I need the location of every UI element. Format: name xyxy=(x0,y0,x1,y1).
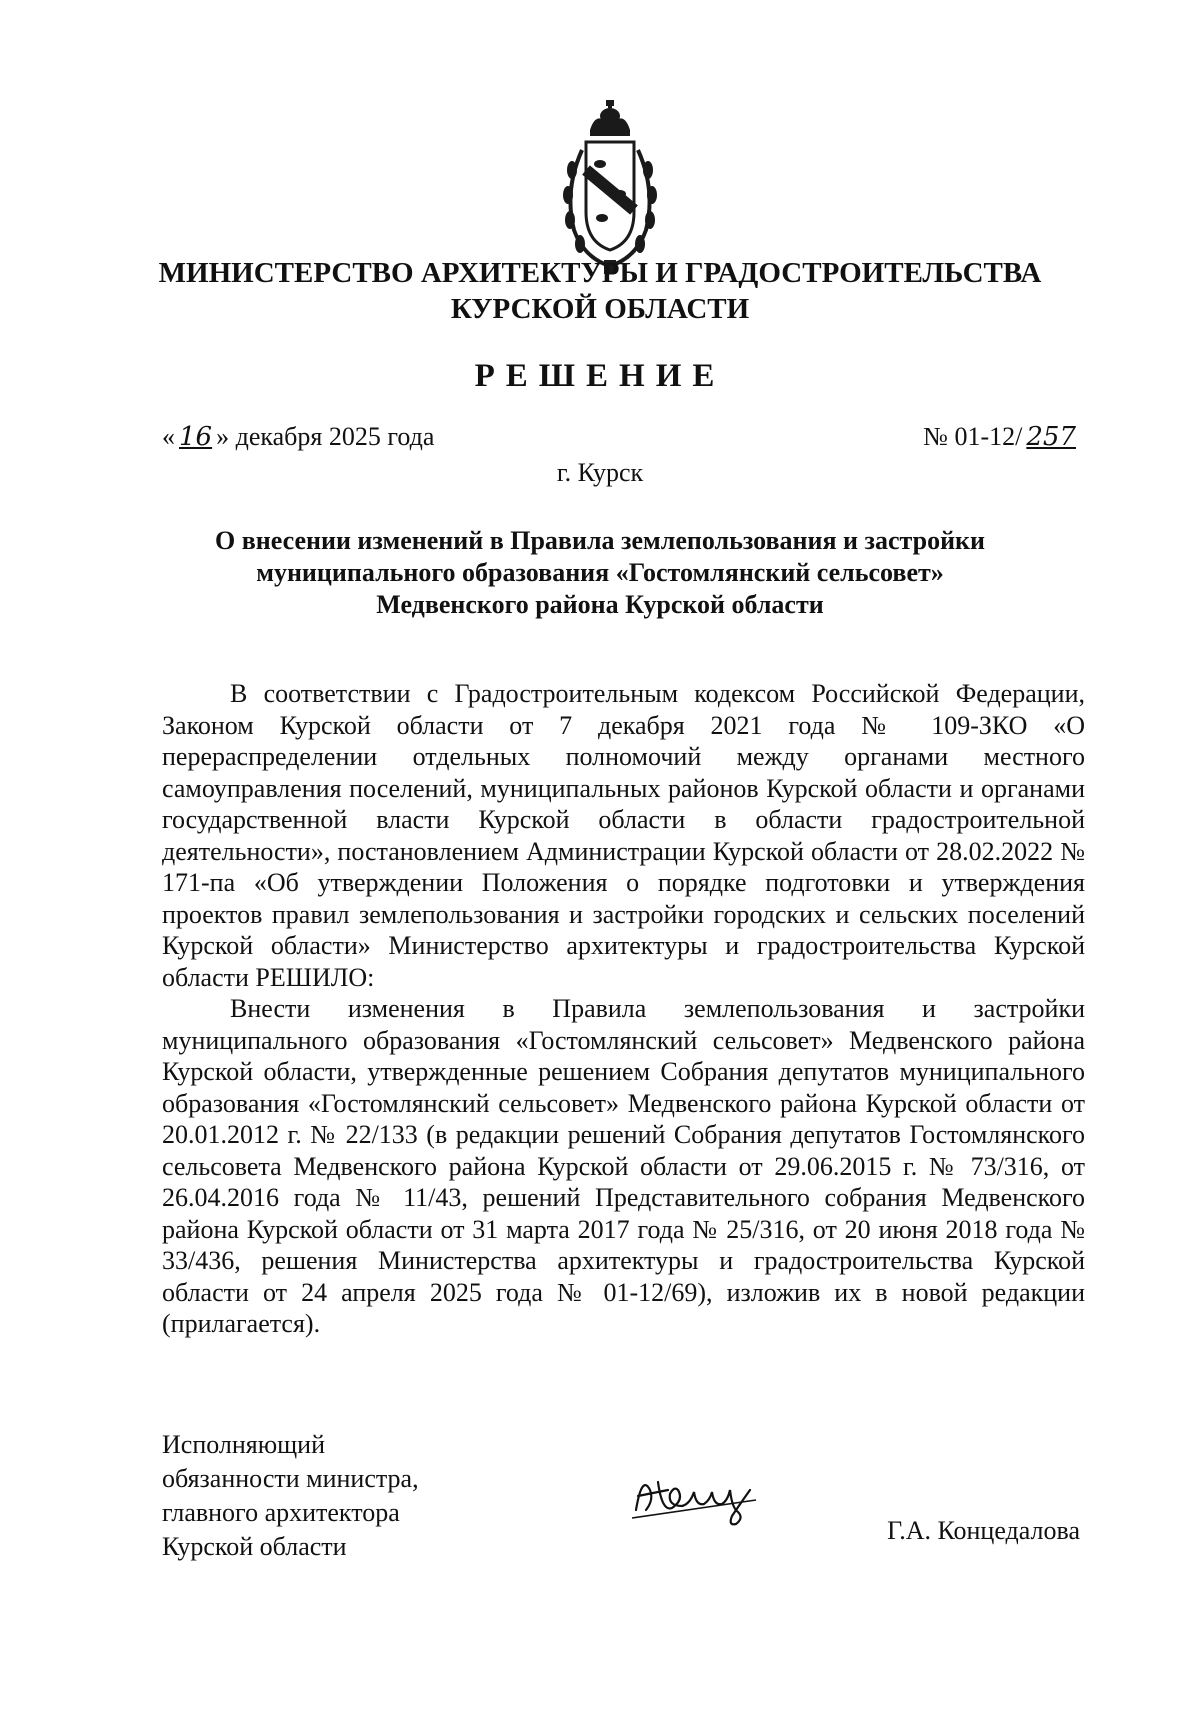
coat-of-arms-emblem xyxy=(560,100,660,278)
document-body xyxy=(162,678,1085,1340)
signatory-position xyxy=(162,1428,419,1564)
signatory-position-line2: обязанности министра, xyxy=(162,1464,419,1493)
subject-line2: муниципального образования «Гостомлянский сельсовет» xyxy=(256,558,944,587)
date-open-quote: « xyxy=(162,422,175,451)
ministry-name-line1: МИНИСТЕРСТВО АРХИТЕКТУРЫ И ГРАДОСТРОИТЕЛЬСТВА xyxy=(158,257,1042,289)
document-date xyxy=(162,422,434,452)
body-paragraph-2: Внести изменения в Правила землепользования и застройки муниципального образования «Гостомлянский сельсовет» Медвенского района Курской области, утвержденные решением Собрания депутатов муниципального образования «Гостомлянский сельсовет» Медвенского района Курской области от 20.01.2012 г. № 22/133 (в редакции решений Собрания депутатов Гостомлянского сельсовета Медвенского района Курской области от 29.06.2015 г. № 73/316, от 26.04.2016 года № 11/43, решений Представительного собрания Медвенского района Курской области от 31 марта 2017 года № 25/316, от 20 июня 2018 года № 33/436, решения Министерства архитектуры и градостроительства Курской области от 24 апреля 2025 года № 01-12/69), изложив их в новой редакции (прилагается). xyxy=(162,994,1085,1338)
document-type-title: РЕШЕНИЕ xyxy=(474,358,726,394)
ministry-name-line2: КУРСКОЙ ОБЛАСТИ xyxy=(450,293,750,325)
body-paragraph-1: В соответствии с Градостроительным кодексом Российской Федерации, Законом Курской области от 7 декабря 2021 года № 109-ЗКО «О перераспределении отдельных полномочий между органами местного самоуправления поселений, муниципальных районов Курской области и органами государственной власти Курской области в области градостроительной деятельности», постановлением Администрации Курской области от 28.02.2022 № 171-па «Об утверждении Положения о порядке подготовки и утверждения проектов правил землепользования и застройки городских и сельских поселений Курской области» Министерство архитектуры и градостроительства Курской области РЕШИЛО: xyxy=(162,679,1085,992)
signatory-position-line3: главного архитектора xyxy=(162,1498,400,1527)
subject-line1: О внесении изменений в Правила землепользования и застройки xyxy=(214,526,986,555)
number-handwritten: 257 xyxy=(1026,422,1076,452)
number-prefix: № 01-12/ xyxy=(923,422,1023,451)
signatory-position-line1: Исполняющий xyxy=(162,1430,326,1459)
document-number xyxy=(923,422,1080,452)
subject-line3: Медвенского района Курской области xyxy=(376,590,824,619)
signatory-name: Г.А. Концедалова xyxy=(887,1516,1080,1545)
document-subject xyxy=(150,525,1050,621)
ministry-name xyxy=(120,255,1080,327)
signatory-position-line4: Курской области xyxy=(162,1532,347,1561)
date-day-handwritten: 16 xyxy=(179,422,213,452)
date-rest: » декабря 2025 года xyxy=(216,422,435,451)
handwritten-signature xyxy=(628,1460,788,1530)
document-city: г. Курск xyxy=(556,458,644,487)
